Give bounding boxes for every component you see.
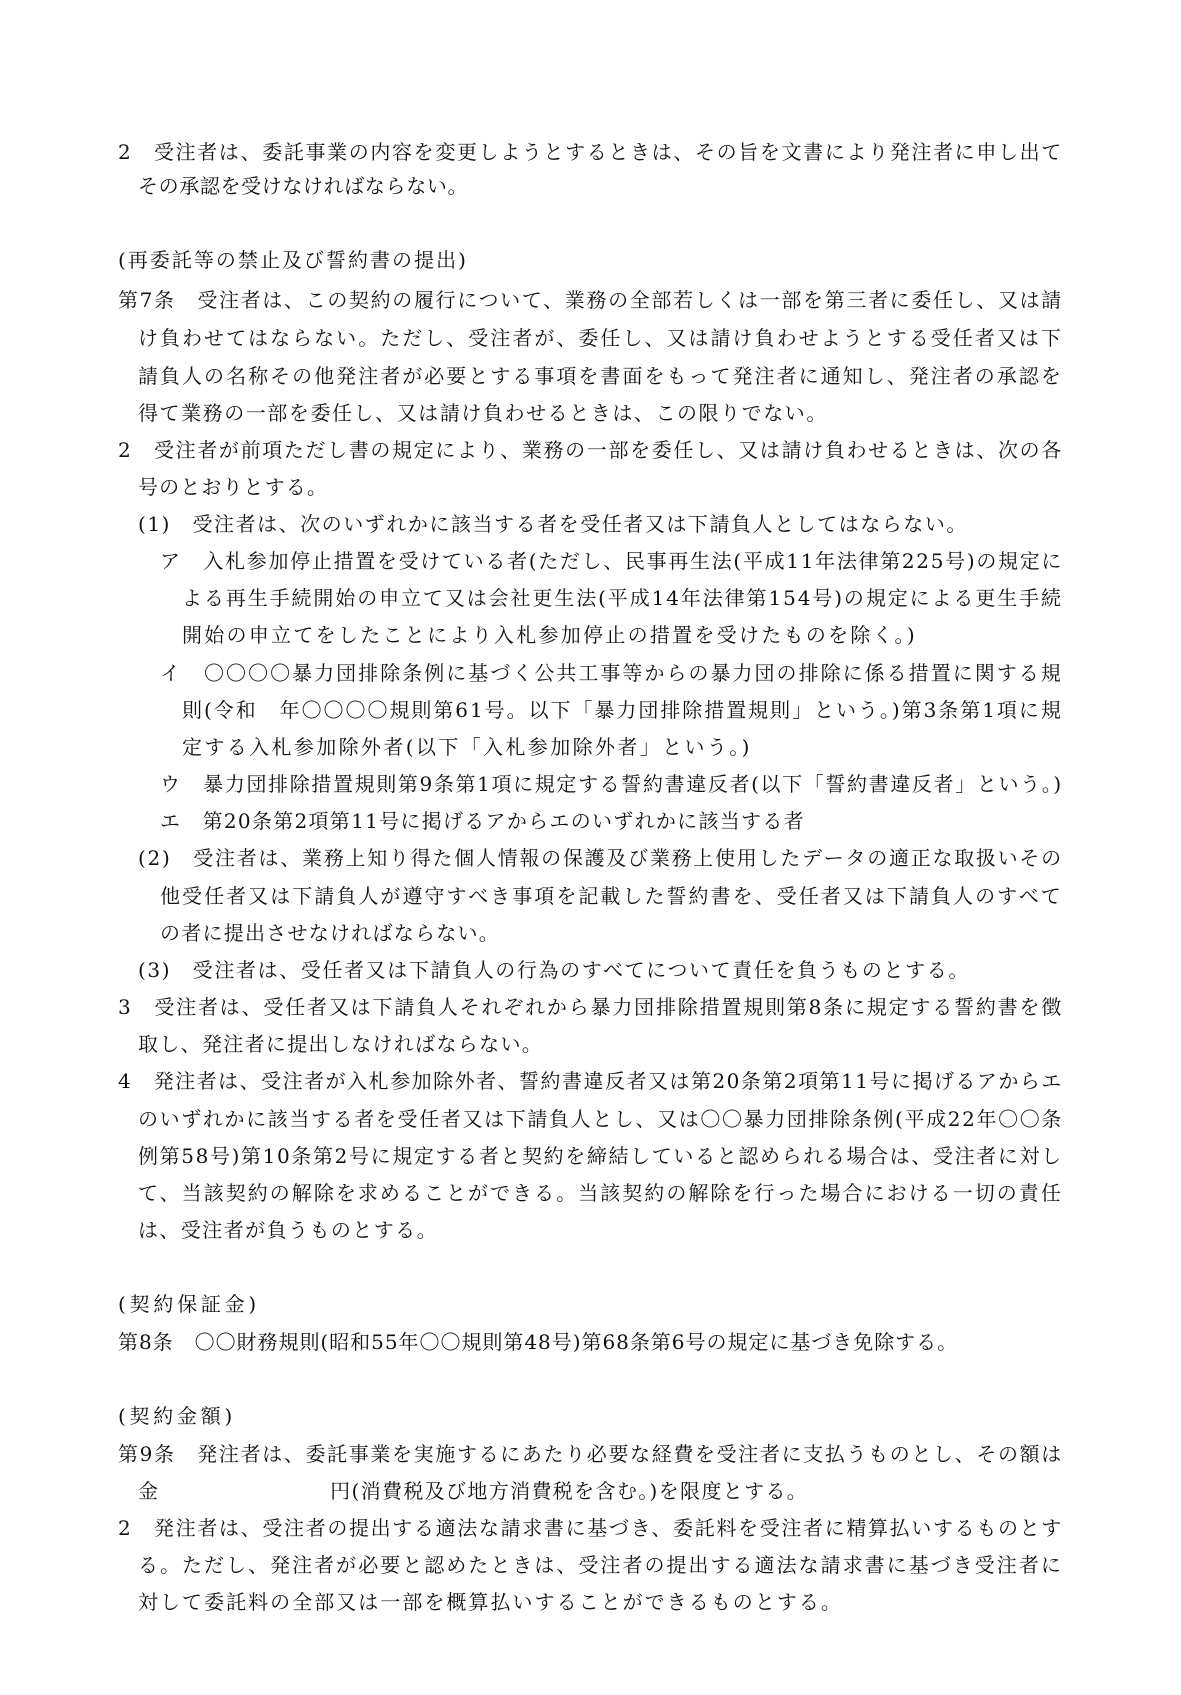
text-line: 開始の申立てをしたことにより入札参加停止の措置を受けたものを除く。): [182, 623, 917, 647]
article-7-para-4: [0, 1065, 1181, 1097]
text-line: (再委託等の禁止及び誓約書の提出): [118, 248, 468, 272]
text-line: 則(令和 年〇〇〇〇規則第61号。以下「暴力団排除措置規則」という。)第3条第1項に規: [182, 698, 1063, 722]
article-7-item-3: [0, 954, 1181, 986]
text-line: エ 第20条第2項第11号に掲げるアからエのいずれかに該当する者: [160, 809, 805, 833]
text-line: て、当該契約の解除を求めることができる。当該契約の解除を行った場合における一切の責任: [138, 1181, 1063, 1205]
text-line: 4 発注者は、受注者が入札参加除外者、誓約書違反者又は第20条第2項第11号に掲げるアからエ: [118, 1069, 1063, 1093]
text-line: 2 発注者は、受注者の提出する適法な請求書に基づき、委託料を受注者に精算払いするものとす: [118, 1516, 1063, 1540]
text-line: の者に提出させなければならない。: [160, 921, 500, 945]
clause-6-para-2: [0, 136, 1181, 168]
text-line: (契約保証金): [118, 1292, 260, 1316]
text-line: 第8条 〇〇財務規則(昭和55年〇〇規則第48号)第68条第6号の規定に基づき免除する。: [118, 1330, 959, 1354]
text-line: け負わせてはならない。ただし、受注者が、委任し、又は請け負わせようとする受任者又は下: [138, 326, 1063, 350]
text-line: (契約金額): [118, 1404, 236, 1428]
article-7-para-2: [0, 434, 1181, 466]
text-line: 第7条 受注者は、この契約の履行について、業務の全部若しくは一部を第三者に委任し、又は請: [118, 288, 1063, 312]
article-7-item-1-e: [0, 805, 1181, 837]
text-line: 2 受注者は、委託事業の内容を変更しようとするときは、その旨を文書により発注者に申し出て: [118, 140, 1063, 164]
text-line: 得て業務の一部を委任し、又は請け負わせるときは、この限りでない。: [138, 401, 828, 425]
text-line: は、受注者が負うものとする。: [138, 1218, 439, 1242]
article-7-item-2: [0, 842, 1181, 874]
article-9-heading: [0, 1400, 1181, 1432]
article-8-heading: [0, 1288, 1181, 1320]
article-7-item-1-i: [0, 657, 1181, 689]
article-7-heading: [0, 244, 1181, 276]
article-9-body: [0, 1438, 1181, 1470]
article-7-body: [0, 284, 1181, 316]
text-line: のいずれかに該当する者を受任者又は下請負人とし、又は〇〇暴力団排除条例(平成22年〇〇条: [138, 1107, 1063, 1131]
text-line: 第9条 発注者は、委託事業を実施するにあたり必要な経費を受注者に支払うものとし、その額は: [118, 1442, 1063, 1466]
text-line: ウ 暴力団排除措置規則第9条第1項に規定する誓約書違反者(以下「誓約書違反者」という。): [160, 772, 1063, 796]
article-7-item-1: [0, 508, 1181, 540]
text-line: る。ただし、発注者が必要と認めたときは、受注者の提出する適法な請求書に基づき受注者に: [138, 1553, 1063, 1577]
text-line: イ 〇〇〇〇暴力団排除条例に基づく公共工事等からの暴力団の排除に係る措置に関する規: [160, 661, 1063, 685]
text-line: 対して委託料の全部又は一部を概算払いすることができるものとする。: [138, 1590, 843, 1614]
text-line: 請負人の名称その他発注者が必要とする事項を書面をもって発注者に通知し、発注者の承認を: [138, 364, 1063, 388]
text-line: ア 入札参加停止措置を受けている者(ただし、民事再生法(平成11年法律第225号)の規定に: [160, 549, 1064, 573]
article-7-item-1-u: [0, 768, 1181, 800]
text-line: 金 円(消費税及び地方消費税を含む。)を限度とする。: [138, 1479, 809, 1503]
article-7-para-3: [0, 991, 1181, 1023]
article-9-para-2: [0, 1512, 1181, 1544]
text-line: 3 受注者は、受任者又は下請負人それぞれから暴力団排除措置規則第8条に規定する誓約書を徴: [118, 995, 1064, 1019]
text-line: 取し、発注者に提出しなければならない。: [138, 1032, 544, 1056]
text-line: (2) 受注者は、業務上知り得た個人情報の保護及び業務上使用したデータの適正な取扱いその: [138, 846, 1063, 870]
text-line: (3) 受注者は、受任者又は下請負人の行為のすべてについて責任を負うものとする。: [138, 958, 970, 982]
article-8-body: [0, 1326, 1181, 1358]
text-line: 号のとおりとする。: [138, 475, 328, 499]
text-line: 他受任者又は下請負人が遵守すべき事項を記載した誓約書を、受任者又は下請負人のすべて: [160, 884, 1063, 908]
text-line: その承認を受けなければならない。: [138, 174, 469, 198]
text-line: 2 受注者が前項ただし書の規定により、業務の一部を委任し、又は請け負わせるときは、次の各: [118, 438, 1063, 462]
article-7-item-1-a: [0, 545, 1181, 577]
text-line: (1) 受注者は、次のいずれかに該当する者を受任者又は下請負人としてはならない。: [138, 512, 968, 536]
text-line: 定する入札参加除外者(以下「入札参加除外者」という。): [182, 735, 752, 759]
text-line: よる再生手続開始の申立て又は会社更生法(平成14年法律第154号)の規定による更生手続: [182, 586, 1063, 610]
text-line: 例第58号)第10条第2号に規定する者と契約を締結していると認められる場合は、受注者に対し: [138, 1144, 1063, 1168]
